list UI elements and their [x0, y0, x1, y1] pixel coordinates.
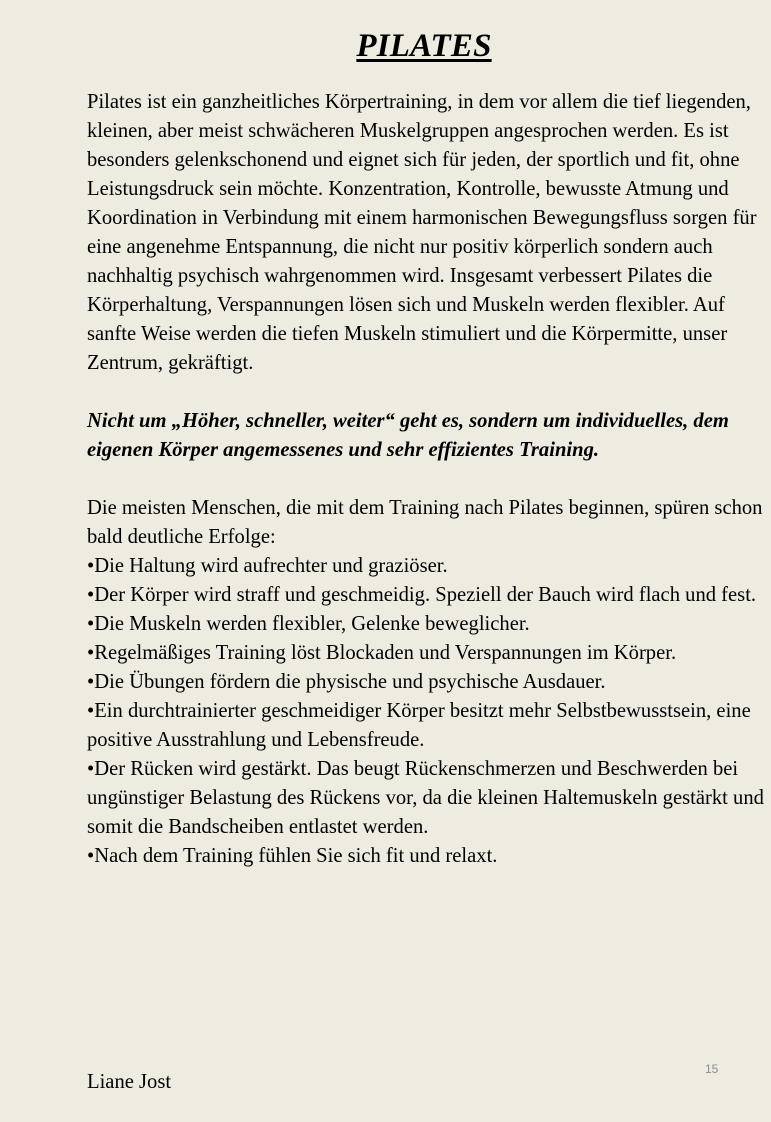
bullet-icon: •	[87, 613, 95, 635]
list-item	[87, 755, 767, 842]
author-name: Liane Jost	[87, 1071, 172, 1093]
list-item	[87, 581, 767, 610]
bullet-icon: •	[87, 555, 95, 577]
benefit-text: Regelmäßiges Training löst Blockaden und Verspannungen im Körper.	[94, 642, 677, 664]
bullet-icon: •	[87, 642, 95, 664]
list-item	[87, 842, 767, 871]
benefits-list	[87, 552, 767, 871]
benefit-text: Der Körper wird straff und geschmeidig. Speziell der Bauch wird flach und fest.	[94, 584, 757, 606]
bullet-icon: •	[87, 700, 95, 722]
page-title: PILATES	[356, 28, 492, 64]
benefit-text: Ein durchtrainierter geschmeidiger Körper besitzt mehr Selbstbewusstsein, eine positive Ausstrahlung und Lebensfreude.	[87, 700, 751, 751]
benefits-intro: Die meisten Menschen, die mit dem Training nach Pilates beginnen, spüren schon bald deutliche Erfolge:	[87, 497, 763, 548]
list-item	[87, 697, 767, 755]
benefit-text: Nach dem Training fühlen Sie sich fit und relaxt.	[94, 845, 498, 867]
list-item	[87, 610, 767, 639]
emphasis-paragraph: Nicht um „Höher, schneller, weiter“ geht es, sondern um individuelles, dem eigenen Körper angemessenes und sehr effizientes Training.	[87, 410, 729, 461]
list-item	[87, 668, 767, 697]
document-body	[87, 88, 767, 871]
benefit-text: Die Haltung wird aufrechter und graziöser.	[94, 555, 448, 577]
bullet-icon: •	[87, 671, 95, 693]
benefit-text: Die Muskeln werden flexibler, Gelenke beweglicher.	[94, 613, 530, 635]
bullet-icon: •	[87, 584, 95, 606]
page-number: 15	[705, 1062, 719, 1076]
benefit-text: Der Rücken wird gestärkt. Das beugt Rückenschmerzen und Beschwerden bei ungünstiger Belastung des Rückens vor, da die kleinen Haltemuskeln gestärkt und somit die Bandscheiben entlastet werden.	[87, 758, 764, 838]
bullet-icon: •	[87, 845, 95, 867]
list-item	[87, 552, 767, 581]
benefit-text: Die Übungen fördern die physische und psychische Ausdauer.	[94, 671, 606, 693]
intro-paragraph: Pilates ist ein ganzheitliches Körpertraining, in dem vor allem die tief liegenden, kleinen, aber meist schwächeren Muskelgruppen angesprochen werden. Es ist besonders gelenkschonend und eignet sich für jeden, der sportlich und fit, ohne Leistungsdruck sein möchte. Konzentration, Kontrolle, bewusste Atmung und Koordination in Verbindung mit einem harmonischen Bewegungsfluss sorgen für eine angenehme Entspannung, die nicht nur positiv körperlich sondern auch nachhaltig psychisch wahrgenommen wird. Insgesamt verbessert Pilates die Körperhaltung, Verspannungen lösen sich und Muskeln werden flexibler. Auf sanfte Weise werden die tiefen Muskeln stimuliert und die Körpermitte, unser Zentrum, gekräftigt.	[87, 91, 757, 374]
bullet-icon: •	[87, 758, 95, 780]
list-item	[87, 639, 767, 668]
